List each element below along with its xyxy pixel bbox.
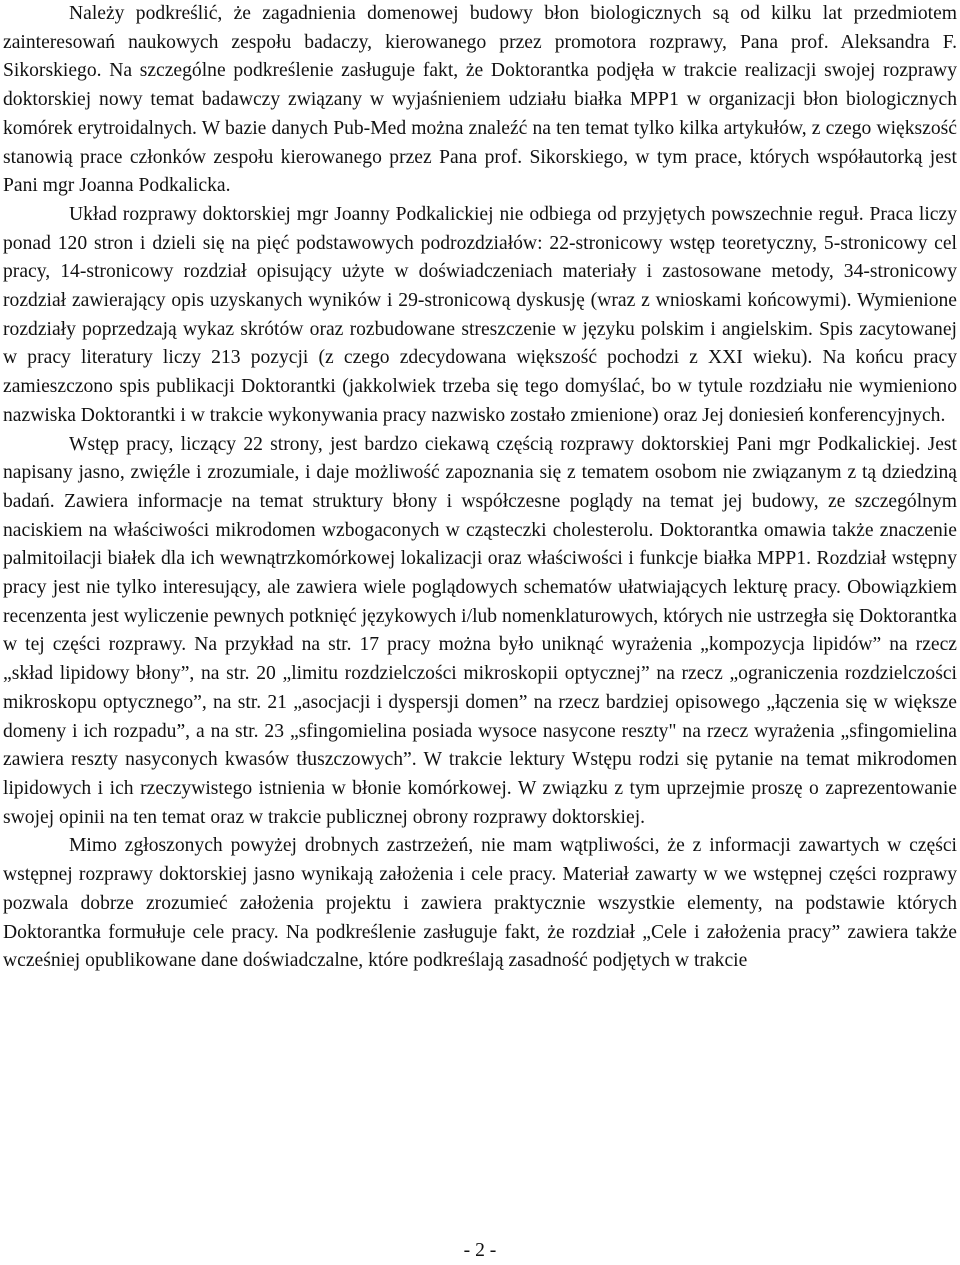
document-page — [3, 0, 957, 976]
paragraph-1: Należy podkreślić, że zagadnienia domenowej budowy błon biologicznych są od kilku lat przedmiotem zainteresowań naukowych zespołu badaczy, kierowanego przez promotora rozprawy, Pana prof. Aleksandra F. Sikorskiego. Na szczególne podkreślenie zasługuje fakt, że Doktorantka podjęła w trakcie realizacji swojej rozprawy doktorskiej nowy temat badawczy związany w wyjaśnieniem udziału białka MPP1 w organizacji błon biologicznych komórek erytroidalnych. W bazie danych Pub-Med można znaleźć na ten temat tylko kilka artykułów, z czego większość stanowią prace członków zespołu kierowanego przez Pana prof. Sikorskiego, w tym prace, których współautorką jest Pani mgr Joanna Podkalicka. — [3, 3, 957, 197]
paragraph-4: Mimo zgłoszonych powyżej drobnych zastrzeżeń, nie mam wątpliwości, że z informacji zawartych w części wstępnej rozprawy doktorskiej jasno wynikają założenia i cele pracy. Materiał zawarty w we wstępnej części rozprawy pozwala dobrze zrozumieć założenia projektu i zawiera praktycznie wszystkie elementy, na podstawie których Doktorantka formułuje cele pracy. Na podkreślenie zasługuje fakt, że rozdział „Cele i założenia pracy” zawiera także wcześniej opublikowane dane doświadczalne, które podkreślają zasadność podjętych w trakcie — [3, 835, 957, 972]
paragraph-3: Wstęp pracy, liczący 22 strony, jest bardzo ciekawą częścią rozprawy doktorskiej Pani mgr Podkalickiej. Jest napisany jasno, zwięźle i zrozumiale, i daje możliwość zapoznania się z tematem osobom nie związanym z tą dziedziną badań. Zawiera informacje na temat struktury błony i współczesne poglądy na temat jej budowy, ze szczególnym naciskiem na właściwości mikrodomen wzbogaconych w cząsteczki cholesterolu. Doktorantka omawia także znaczenie palmitoilacji białek dla ich wewnątrzkomórkowej lokalizacji oraz właściwości i funkcje białka MPP1. Rozdział wstępny pracy jest nie tylko interesujący, ale zawiera wiele poglądowych schematów ułatwiających lekturę pracy. Obowiązkiem recenzenta jest wyliczenie pewnych potknięć językowych i/lub nomenklaturowych, których nie ustrzegła się Doktorantka w tej części rozprawy. Na przykład na str. 17 pracy można było uniknąć wyrażenia „kompozycja lipidów” na rzecz „skład lipidowy błony”, na str. 20 „limitu rozdzielczości mikroskopii optycznej” na rzecz „ograniczenia rozdzielczości mikroskopu optycznego”, na str. 21 „asocjacji i dyspersji domen” na rzecz bardziej opisowego „łączenia się w większe domeny i ich rozpadu”, a na str. 23 „sfingomielina posiada wysoce nasycone reszty" na rzecz wyrażenia „sfingomielina zawiera reszty nasyconych kwasów tłuszczowych”. W trakcie lektury Wstępu rodzi się pytanie na temat mikrodomen lipidowych i ich rzeczywistego istnienia w błonie komórkowej. W związku z tym uprzejmie proszę o zaprezentowanie swojej opinii na ten temat oraz w trakcie publicznej obrony rozprawy doktorskiej. — [3, 433, 957, 828]
paragraph-2: Układ rozprawy doktorskiej mgr Joanny Podkalickiej nie odbiega od przyjętych powszechnie reguł. Praca liczy ponad 120 stron i dzieli się na pięć podstawowych podrozdziałów: 22-stronicowy wstęp teoretyczny, 5-stronicowy cel pracy, 14-stronicowy rozdział opisujący użyte w doświadczeniach materiały i zastosowane metody, 34-stronicowy rozdział zawierający opis uzyskanych wyników i 29-stronicową dyskusję (wraz z wnioskami końcowymi). Wymienione rozdziały poprzedzają wykaz skrótów oraz rozbudowane streszczenie w języku polskim i angielskim. Spis zacytowanej w pracy literatury liczy 213 pozycji (z czego zdecydowana większość pochodzi z XXI wieku). Na końcu pracy zamieszczono spis publikacji Doktorantki (jakkolwiek trzeba się tego domyślać, bo w tytule rozdziału nie wymieniono nazwiska Doktorantki i w trakcie wykonywania pracy nazwisko zostało zmienione) oraz Jej doniesień konferencyjnych. — [3, 203, 957, 426]
page-number: - 2 - — [463, 1240, 497, 1261]
